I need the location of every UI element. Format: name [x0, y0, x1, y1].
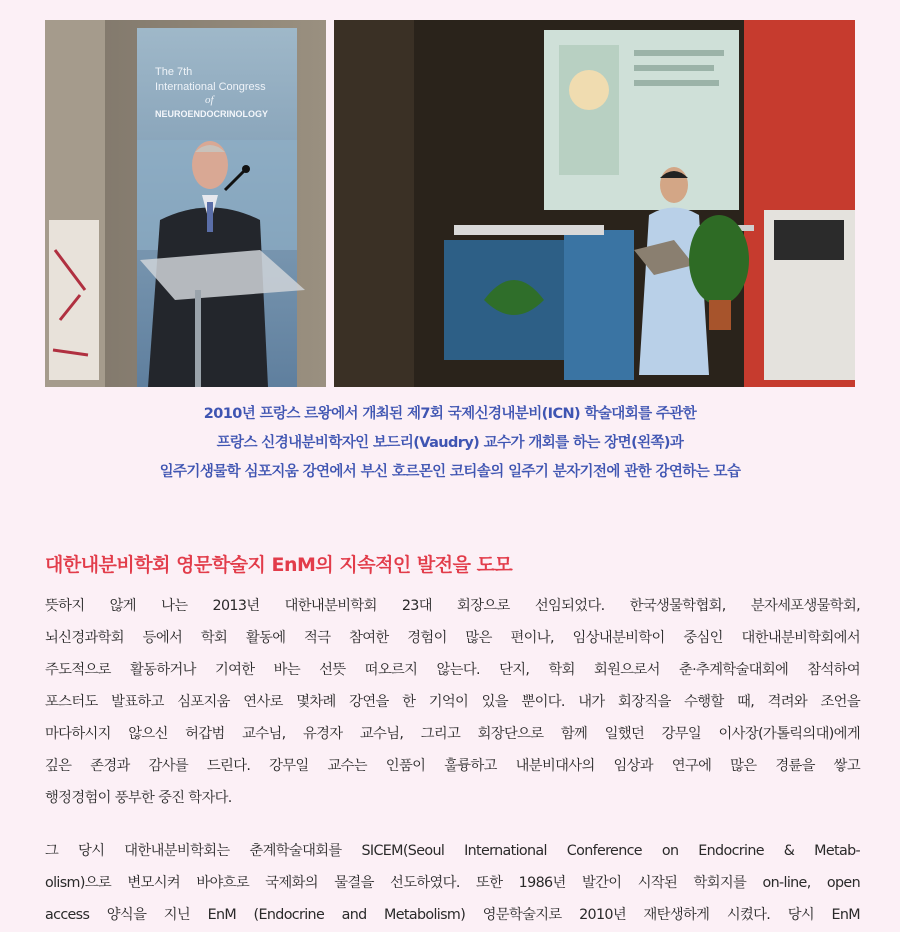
paragraph-1: [45, 590, 860, 814]
paragraph-1-line-4: 포스터도 발표하고 심포지움 연사로 몇차례 강연을 한 기억이 있을 뿐이다. 내가 회장직을 수행할 때, 격려와 조언을: [45, 694, 860, 710]
banner-line-2: International Congress: [155, 81, 266, 93]
paragraph-1-line-7: 행정경험이 풍부한 중진 학자다.: [45, 790, 232, 806]
photo-caption: [40, 400, 860, 487]
paragraph-1-line-1: 뜻하지 않게 나는 2013년 대한내분비학회 23대 회장으로 선임되었다. 한국생물학협회, 분자세포생물학회,: [45, 598, 860, 614]
photo-opening-speech: [45, 20, 326, 387]
caption-line-1: 2010년 프랑스 르왕에서 개최된 제7회 국제신경내분비(ICN) 학술대회를 주관한: [203, 406, 697, 422]
banner-line-4: NEUROENDOCRINOLOGY: [155, 109, 269, 119]
photo-row: [45, 20, 855, 387]
caption-line-3: 일주기생물학 심포지움 강연에서 부신 호르몬인 코티솔의 일주기 분자기전에 관한 강연하는 모습: [159, 464, 741, 480]
paragraph-2-line-1: 그 당시 대한내분비학회는 춘계학술대회를 SICEM(Seoul International Conference on Endocrine & Metab-: [45, 843, 860, 859]
banner-line-3: of: [205, 94, 214, 106]
paragraph-1-line-2: 뇌신경과학회 등에서 학회 활동에 적극 참여한 경험이 많은 편이나, 임상내분비학이 중심인 대한내분비학회에서: [45, 630, 860, 646]
photo-circadian-lecture: [334, 20, 855, 387]
banner-line-1: The 7th: [155, 66, 193, 78]
paragraph-2-line-3: access 양식을 지닌 EnM (Endocrine and Metabolism) 영문학술지로 2010년 재탄생하게 시켰다. 당시 EnM: [45, 907, 860, 923]
photo-circadian-lecture-illustration: [334, 20, 855, 387]
paragraph-2-line-2: olism)으로 변모시켜 바야흐로 국제화의 물결을 선도하였다. 또한 1986년 발간이 시작된 학회지를 on-line, open: [45, 875, 860, 891]
paragraph-1-line-6: 깊은 존경과 감사를 드린다. 강무일 교수는 인품이 훌륭하고 내분비대사의 임상과 연구에 많은 경륜을 쌓고: [45, 758, 860, 774]
paragraph-2: [45, 835, 860, 931]
paragraph-1-line-5: 마다하시지 않으신 허갑범 교수님, 유경자 교수님, 그리고 회장단으로 함께 일했던 강무일 이사장(가톨릭의대)에게: [45, 726, 860, 742]
section-title: 대한내분비학회 영문학술지 EnM의 지속적인 발전을 도모: [45, 554, 513, 576]
paragraph-1-line-3: 주도적으로 활동하거나 기여한 바는 선뜻 떠오르지 않는다. 단지, 학회 회원으로서 춘·추계학술대회에 참석하여: [45, 662, 860, 678]
photo-opening-speech-illustration: [45, 20, 326, 387]
caption-line-2: 프랑스 신경내분비학자인 보드리(Vaudry) 교수가 개회를 하는 장면(왼쪽)과: [216, 435, 684, 451]
